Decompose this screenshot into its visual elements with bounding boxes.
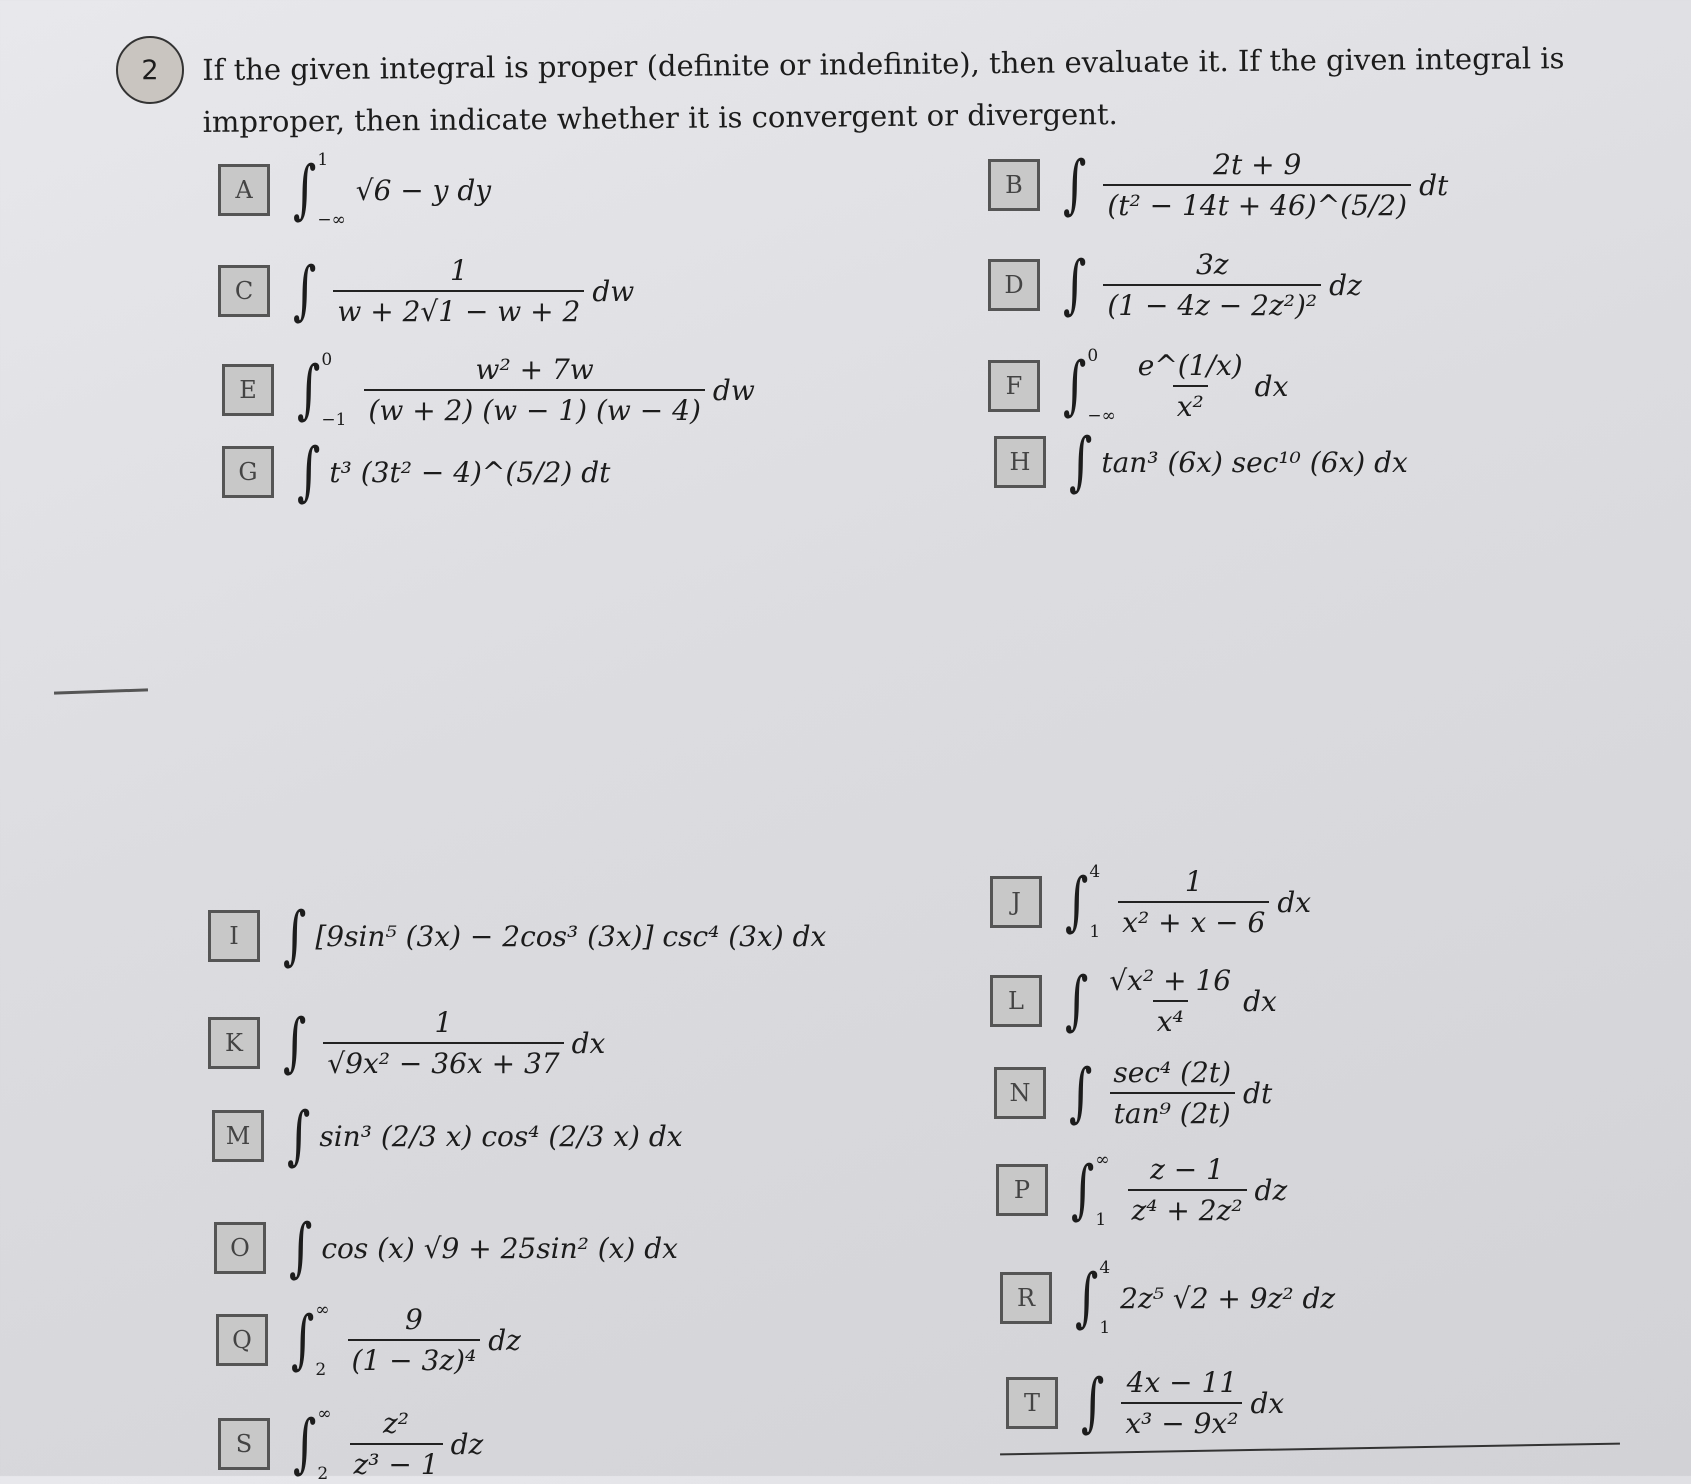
numerator: 1 (1184, 865, 1203, 898)
problem-l (990, 964, 1277, 1038)
differential: dt (1419, 168, 1449, 202)
lower-limit: −∞ (317, 210, 346, 230)
integral-sign: ∫ (291, 1303, 315, 1377)
differential: dz (1254, 1173, 1288, 1207)
instructions: If the given integral is proper (definite or indefinite), then evaluate it. If the given integral is improper, then indicate whether it is convergent or divergent. (202, 41, 1565, 139)
label-l: L (990, 975, 1042, 1027)
paper-scrap (54, 688, 148, 694)
label-i: I (208, 910, 260, 962)
numerator: z² (383, 1407, 410, 1440)
integrand: tan³ (6x) sec¹⁰ (6x) dx (1101, 445, 1408, 479)
integral-sign: ∫ (1075, 1261, 1099, 1335)
label-m: M (212, 1110, 264, 1162)
label-c: C (218, 265, 270, 317)
label-b: B (988, 159, 1040, 211)
label-g: G (222, 446, 274, 498)
denominator: (1 − 3z)⁴ (348, 1339, 481, 1377)
differential: dt (1243, 1076, 1273, 1110)
upper-limit: ∞ (315, 1300, 330, 1320)
denominator: x³ − 9x² (1121, 1402, 1242, 1440)
integral-sign: ∫ (1063, 148, 1087, 222)
integral-sign: ∫ (1069, 425, 1093, 499)
integrand: [9sin⁵ (3x) − 2cos³ (3x)] csc⁴ (3x) dx (315, 919, 827, 953)
denominator: (w + 2) (w − 1) (w − 4) (364, 389, 704, 427)
integral-sign: ∫ (1071, 1153, 1095, 1227)
upper-limit: 1 (317, 150, 329, 170)
numerator: 3z (1195, 248, 1229, 281)
problem-o (214, 1211, 678, 1285)
label-h: H (994, 436, 1046, 488)
lower-limit: −∞ (1087, 406, 1116, 426)
integral-sign: ∫ (289, 1211, 313, 1285)
problem-g (222, 435, 611, 509)
problem-p (996, 1150, 1287, 1230)
differential: dz (450, 1427, 484, 1461)
question-number: 2 (116, 36, 184, 104)
denominator: √9x² − 36x + 37 (323, 1042, 563, 1080)
problem-f (988, 346, 1288, 426)
integral-sign: ∫ (1063, 349, 1087, 423)
lower-limit: 1 (1089, 922, 1101, 942)
integrand: √6 − y dy (355, 173, 492, 207)
problem-e (222, 350, 755, 430)
upper-limit: ∞ (317, 1404, 332, 1424)
numerator: sec⁴ (2t) (1113, 1056, 1232, 1089)
upper-limit: 4 (1099, 1258, 1111, 1278)
problem-h (994, 425, 1408, 499)
divider-line (1000, 1443, 1620, 1456)
numerator: 1 (449, 254, 468, 287)
integrand: cos (x) √9 + 25sin² (x) dx (321, 1231, 678, 1265)
integral-sign: ∫ (297, 435, 321, 509)
integral-sign: ∫ (293, 254, 317, 328)
denominator: x⁴ (1153, 1000, 1188, 1038)
lower-limit: 2 (317, 1464, 329, 1484)
numerator: e^(1/x) (1137, 349, 1243, 382)
problem-m (212, 1099, 683, 1173)
problem-r (1000, 1258, 1335, 1338)
numerator: 4x − 11 (1126, 1366, 1238, 1399)
integral-sign: ∫ (1081, 1366, 1105, 1440)
denominator: (1 − 4z − 2z²)² (1103, 284, 1321, 322)
integral-sign: ∫ (287, 1099, 311, 1173)
differential: dx (1243, 984, 1277, 1018)
denominator: (t² − 14t + 46)^(5/2) (1103, 184, 1411, 222)
label-t: T (1006, 1377, 1058, 1429)
problem-k (208, 1006, 605, 1080)
differential: dz (488, 1323, 521, 1357)
denominator: tan⁹ (2t) (1110, 1092, 1235, 1130)
numerator: 1 (434, 1006, 453, 1039)
lower-limit: 2 (315, 1360, 327, 1380)
problem-c (218, 254, 634, 328)
integral-sign: ∫ (293, 153, 317, 227)
numerator: z − 1 (1150, 1153, 1224, 1186)
integral-sign: ∫ (283, 1006, 307, 1080)
label-s: S (218, 1418, 270, 1470)
problem-n (994, 1056, 1272, 1130)
integral-sign: ∫ (1065, 964, 1089, 1038)
denominator: z³ − 1 (350, 1443, 443, 1481)
differential: dx (1277, 885, 1312, 919)
label-a: A (218, 164, 270, 216)
integral-sign: ∫ (1065, 865, 1089, 939)
upper-limit: 4 (1089, 862, 1101, 882)
differential: dx (1254, 369, 1289, 403)
numerator: 9 (404, 1303, 423, 1336)
label-k: K (208, 1017, 260, 1069)
problem-s (218, 1404, 483, 1484)
label-o: O (214, 1222, 266, 1274)
lower-limit: 1 (1099, 1318, 1111, 1338)
label-e: E (222, 364, 274, 416)
integral-sign: ∫ (297, 353, 321, 427)
problem-q (216, 1300, 521, 1380)
numerator: w² + 7w (475, 353, 594, 386)
denominator: x² (1173, 385, 1208, 423)
integral-sign: ∫ (283, 899, 307, 973)
upper-limit: 0 (1087, 346, 1099, 366)
lower-limit: −1 (321, 410, 347, 430)
differential: dw (712, 373, 755, 407)
upper-limit: 0 (321, 350, 333, 370)
label-d: D (988, 259, 1040, 311)
denominator: z⁴ + 2z² (1128, 1189, 1247, 1227)
label-j: J (990, 876, 1042, 928)
denominator: x² + x − 6 (1118, 901, 1269, 939)
numerator: 2t + 9 (1213, 148, 1302, 181)
integrand: 2z⁵ √2 + 9z² dz (1120, 1281, 1336, 1315)
upper-limit: ∞ (1095, 1150, 1110, 1170)
label-q: Q (216, 1314, 268, 1366)
problem-b (988, 148, 1448, 222)
problem-d (988, 248, 1362, 322)
integrand: t³ (3t² − 4)^(5/2) dt (329, 455, 611, 489)
numerator: √x² + 16 (1109, 964, 1232, 997)
integrand: sin³ (2/3 x) cos⁴ (2/3 x) dx (319, 1119, 683, 1153)
label-r: R (1000, 1272, 1052, 1324)
denominator: w + 2√1 − w + 2 (333, 290, 584, 328)
integral-sign: ∫ (293, 1407, 317, 1481)
integral-sign: ∫ (1069, 1056, 1093, 1130)
differential: dw (592, 274, 635, 308)
label-n: N (994, 1067, 1046, 1119)
problem-j (990, 862, 1311, 942)
label-p: P (996, 1164, 1048, 1216)
problem-i (208, 899, 827, 973)
integral-sign: ∫ (1063, 248, 1087, 322)
differential: dx (1250, 1386, 1285, 1420)
differential: dz (1329, 268, 1362, 302)
label-f: F (988, 360, 1040, 412)
differential: dx (571, 1026, 606, 1060)
problem-t (1006, 1366, 1284, 1440)
lower-limit: 1 (1095, 1210, 1107, 1230)
problem-a (218, 150, 491, 230)
